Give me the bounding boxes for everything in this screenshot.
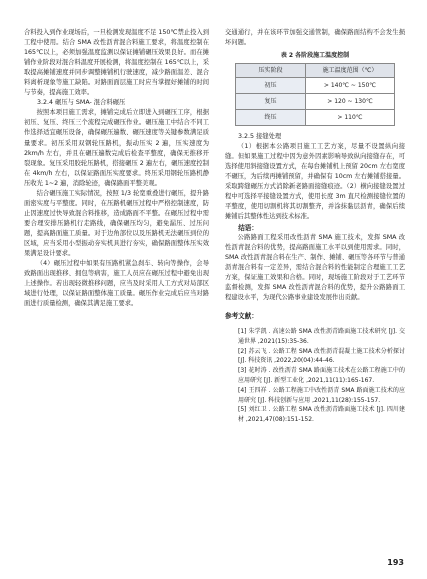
section-title: 结语：	[238, 223, 258, 232]
temperature-table	[235, 63, 395, 126]
right-column	[225, 28, 405, 425]
left-column	[24, 28, 209, 309]
table-cell-stage: 终压	[236, 110, 306, 126]
reference-item: [3] 花时涛 . 改性沥青 SMA 路面施工技术在公路工程施工中的应用研究 [J]. 新型工业化 ,2021,11(11):165-167.	[238, 367, 405, 384]
table-cell-range: > 120 ~ 130℃	[305, 94, 394, 110]
body-paragraph: 交通通行，并在该环节加强交通管制，确保路面结构不会发生损坏问题。	[225, 29, 405, 47]
reference-item: [1] 朱学凯 . 高速公路 SMA 改性沥青路面施工技术研究 [J]. 交通世界 ,2021(15):35-36.	[238, 327, 405, 345]
subsection-heading: 3.2.5 接缝处理	[238, 133, 282, 141]
table-header-stage: 压实阶段	[236, 64, 306, 78]
table-cell-range: > 110℃	[305, 110, 394, 126]
table-row	[236, 110, 395, 126]
table-cell-stage: 复压	[236, 94, 306, 110]
body-paragraph: （1）根据本公路项目施工工艺方案，尽量不设置纵向接缝。但如果施工过程中因为意外因素影响导致纵向接缝存在，可选择使用斜接缝设置方式，在每台摊铺机上预留 20cm 左右宽度不碾压，为后续再摊铺预留，并确保有 10cm 左右摊铺搭接量。采取跨缝碾压方式消除新老路面接缝痕迹。（2）横向接缝设置过程中可选择平接缝设置方式，使用长度 3m 直尺检测接缝位置的平整度，使用切割机将其切割整齐，并涂抹黏层沥青，确保后续摊铺后其整体性达到技术标准。	[225, 143, 405, 221]
table-row	[236, 94, 395, 110]
table-cell-range: > 140℃ ~ 150℃	[305, 78, 394, 94]
table-header-range: 施工温度范围（℃）	[305, 64, 394, 78]
subsection-heading: 3.2.4 碾压与 SMA- 混合料碾压	[37, 99, 126, 107]
references-list	[225, 327, 405, 425]
body-paragraph: 按照本项目施工需求，摊铺完成后立即进入到碾压工序，根据初压、复压、终压三个流程完成碾压作业。碾压施工中结合不同工作选择适宜碾压设备，确保碾压遍数、碾压速度等关键参数满足质量要求。初压采用双钢轮压路机，振动压实 2 遍，压实速度为 2km/h 左右，并且在碾压遍数完成后检查平整度，确保无推移开裂现象。复压采用胶轮压路机，搭接碾压 2 遍左右，碾压速度控制在 4km/h 左右，以保证路面压实度要求。终压采用钢轮压路机静压收光 1~2 遍，消除轮迹，确保路面平整美观。	[24, 109, 209, 187]
table-cell-stage: 初压	[236, 78, 306, 94]
body-paragraph: 合料投入到作业现场后，一旦检测发现温度不足 150℃禁止投入到工程中使用。结合 SMA 改性沥青混合料施工要求，将温度控制在 165℃以上，必须加强温度监测以保证摊铺碾压效果良好。而在摊铺作业阶段对混合料温度开展检测，将温度控制在 165℃以上，采取提高摊铺速度并同步调整摊铺机行驶速度，减少路面温差、混合料离析现象等施工缺陷。对路面面层施工时应当掌握好摊铺的时间与节奏，提高施工效率。	[24, 29, 209, 97]
page-number: 193	[387, 558, 404, 567]
reference-item: [4] 王四祥 . 公路工程施工中改性沥青 SMA 路面施工技术的应用研究 [J]. 科技创新与应用 ,2021,11(28):155-157.	[238, 386, 405, 404]
body-paragraph: 结合碾压施工实际情况，按照 1/3 轮宽重叠进行碾压，提升路面密实度与平整度。同时，在压路机碾压过程中严格控制速度，防止因速度过快导致混合料推移，造成路面不平整。在碾压过程中需要合理安排压路机行走路线，确保碾压均匀，避免漏压、过压问题，提高路面施工质量。对于边角部位以及压路机无法碾压到位的区域，应当采用小型振动夯实机具进行夯实，确保路面整体压实效果满足设计要求。	[24, 189, 209, 258]
table-row	[236, 78, 395, 94]
reference-item: [2] 苏云飞 . 公路工程 SMA 改性沥青混凝土施工技术分析探讨 [J]. 科技资讯 ,2022,20(04):44-46.	[238, 347, 405, 365]
body-paragraph: （4）碾压过程中如果有压路机紧急刹车、转向等操作，会导致路面出现推移、拥包等病害，施工人员应在碾压过程中避免出现上述操作。若出现轻微推移问题，应当及时采用人工方式对局部区域进行处理，以保证路面整体施工质量。碾压作业完成后应当对路面进行质量检测，确保其满足施工要求。	[24, 260, 209, 308]
references-title: 参考文献：	[225, 311, 258, 320]
reference-item: [5] 刘红卫 . 公路工程 SMA 改性沥青路面施工技术 [J]. 四川建材 ,2021,47(08):151-152.	[238, 406, 405, 424]
table-caption: 表 2 各阶段施工温度控制	[280, 52, 350, 60]
body-paragraph: 公路路面工程采用改性沥青 SMA 施工技术，发挥 SMA 改性沥青混合料的优势，提高路面施工水平以到使用需求。同时，SMA 改性沥青混合料在生产、制作、摊铺、碾压等各环节与普通沥青混合料有一定差异，需结合混合料的性能制定合理施工工艺方案，保证施工效果和合格。同时，现场施工阶段对于工艺环节监督检测，发挥 SMA 改性沥青混合料的优势，提升公路路面工程建设水平，为现代公路事业建设发展作出贡献。	[225, 233, 405, 301]
